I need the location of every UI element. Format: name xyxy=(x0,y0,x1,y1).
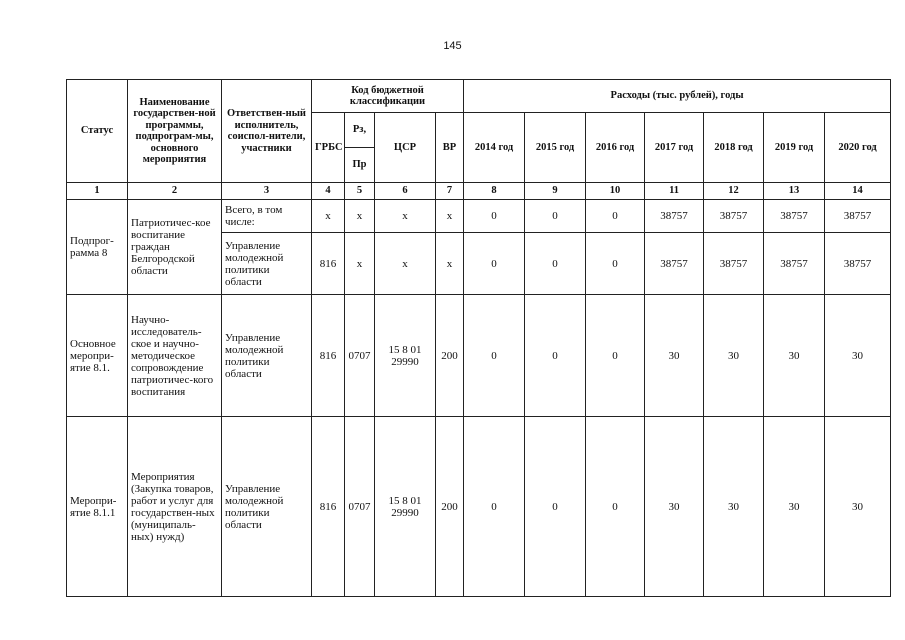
header-pr: Пр xyxy=(345,148,375,183)
cell-rz: 0707 xyxy=(345,417,375,597)
column-number: 13 xyxy=(764,183,825,200)
cell-value: 30 xyxy=(645,417,704,597)
cell-grbs: 816 xyxy=(312,233,345,295)
cell-csr: х xyxy=(375,200,436,233)
column-number: 12 xyxy=(704,183,764,200)
cell-value: 38757 xyxy=(764,200,825,233)
cell-value: 0 xyxy=(586,233,645,295)
header-year: 2017 год xyxy=(645,113,704,183)
row-executor: Управление молодежной политики области xyxy=(222,417,312,597)
cell-value: 0 xyxy=(464,200,525,233)
header-executor: Ответствен-ный исполнитель, соиспол-нители, участники xyxy=(222,80,312,183)
cell-value: 30 xyxy=(704,417,764,597)
cell-value: 0 xyxy=(586,295,645,417)
cell-value: 30 xyxy=(704,295,764,417)
column-number: 8 xyxy=(464,183,525,200)
header-year: 2016 год xyxy=(586,113,645,183)
column-number: 9 xyxy=(525,183,586,200)
cell-value: 0 xyxy=(525,200,586,233)
header-year: 2018 год xyxy=(704,113,764,183)
row-name: Патриотичес-кое воспитание граждан Белгородской области xyxy=(128,200,222,295)
cell-value: 0 xyxy=(464,295,525,417)
cell-vr: 200 xyxy=(436,417,464,597)
row-name: Научно-исследователь-ское и научно-методическое сопровождение патриотичес-кого воспитания xyxy=(128,295,222,417)
header-vr: ВР xyxy=(436,113,464,183)
page-number: 145 xyxy=(443,40,462,52)
column-number: 7 xyxy=(436,183,464,200)
header-year: 2019 год xyxy=(764,113,825,183)
column-number: 2 xyxy=(128,183,222,200)
column-number: 14 xyxy=(825,183,891,200)
budget-table xyxy=(66,79,891,597)
column-number: 10 xyxy=(586,183,645,200)
header-year: 2014 год xyxy=(464,113,525,183)
cell-csr: 15 8 01 29990 xyxy=(375,417,436,597)
cell-grbs: 816 xyxy=(312,417,345,597)
cell-value: 38757 xyxy=(764,233,825,295)
cell-value: 38757 xyxy=(645,200,704,233)
cell-value: 30 xyxy=(645,295,704,417)
header-budget-code: Код бюджетной классификации xyxy=(312,80,464,113)
header-status: Статус xyxy=(67,80,128,183)
header-year: 2020 год xyxy=(825,113,891,183)
header-csr: ЦСР xyxy=(375,113,436,183)
column-number: 1 xyxy=(67,183,128,200)
cell-value: 30 xyxy=(764,417,825,597)
cell-value: 38757 xyxy=(645,233,704,295)
table-row xyxy=(67,200,891,233)
cell-value: 38757 xyxy=(704,200,764,233)
cell-value: 0 xyxy=(525,417,586,597)
column-number: 11 xyxy=(645,183,704,200)
header-name: Наименование государствен-ной программы, подпрограм-мы, основного мероприятия xyxy=(128,80,222,183)
row-status: Основное меропри-ятие 8.1. xyxy=(67,295,128,417)
cell-value: 30 xyxy=(825,417,891,597)
column-number: 5 xyxy=(345,183,375,200)
header-expenses: Расходы (тыс. рублей), годы xyxy=(464,80,891,113)
header-year: 2015 год xyxy=(525,113,586,183)
cell-value: 0 xyxy=(586,200,645,233)
row-status: Подпрог-рамма 8 xyxy=(67,200,128,295)
header-grbs: ГРБС xyxy=(312,113,345,183)
table-row xyxy=(67,417,891,597)
column-number: 6 xyxy=(375,183,436,200)
row-executor: Управление молодежной политики области xyxy=(222,295,312,417)
table-row xyxy=(67,295,891,417)
row-executor: Всего, в том числе: xyxy=(222,200,312,233)
row-name: Мероприятия (Закупка товаров, работ и услуг для государствен-ных (муниципаль-ных) нужд) xyxy=(128,417,222,597)
header-rz: Рз, xyxy=(345,113,375,148)
cell-rz: 0707 xyxy=(345,295,375,417)
cell-value: 0 xyxy=(525,233,586,295)
row-executor: Управление молодежной политики области xyxy=(222,233,312,295)
cell-value: 0 xyxy=(464,233,525,295)
cell-value: 38757 xyxy=(825,233,891,295)
cell-value: 30 xyxy=(825,295,891,417)
cell-value: 30 xyxy=(764,295,825,417)
cell-value: 0 xyxy=(586,417,645,597)
column-number: 4 xyxy=(312,183,345,200)
cell-value: 0 xyxy=(464,417,525,597)
cell-rz: х xyxy=(345,200,375,233)
cell-value: 38757 xyxy=(704,233,764,295)
row-status: Меропри-ятие 8.1.1 xyxy=(67,417,128,597)
cell-csr: х xyxy=(375,233,436,295)
cell-grbs: х xyxy=(312,200,345,233)
cell-vr: х xyxy=(436,200,464,233)
cell-value: 0 xyxy=(525,295,586,417)
cell-grbs: 816 xyxy=(312,295,345,417)
cell-csr: 15 8 01 29990 xyxy=(375,295,436,417)
cell-value: 38757 xyxy=(825,200,891,233)
cell-vr: х xyxy=(436,233,464,295)
column-number: 3 xyxy=(222,183,312,200)
cell-vr: 200 xyxy=(436,295,464,417)
cell-rz: х xyxy=(345,233,375,295)
